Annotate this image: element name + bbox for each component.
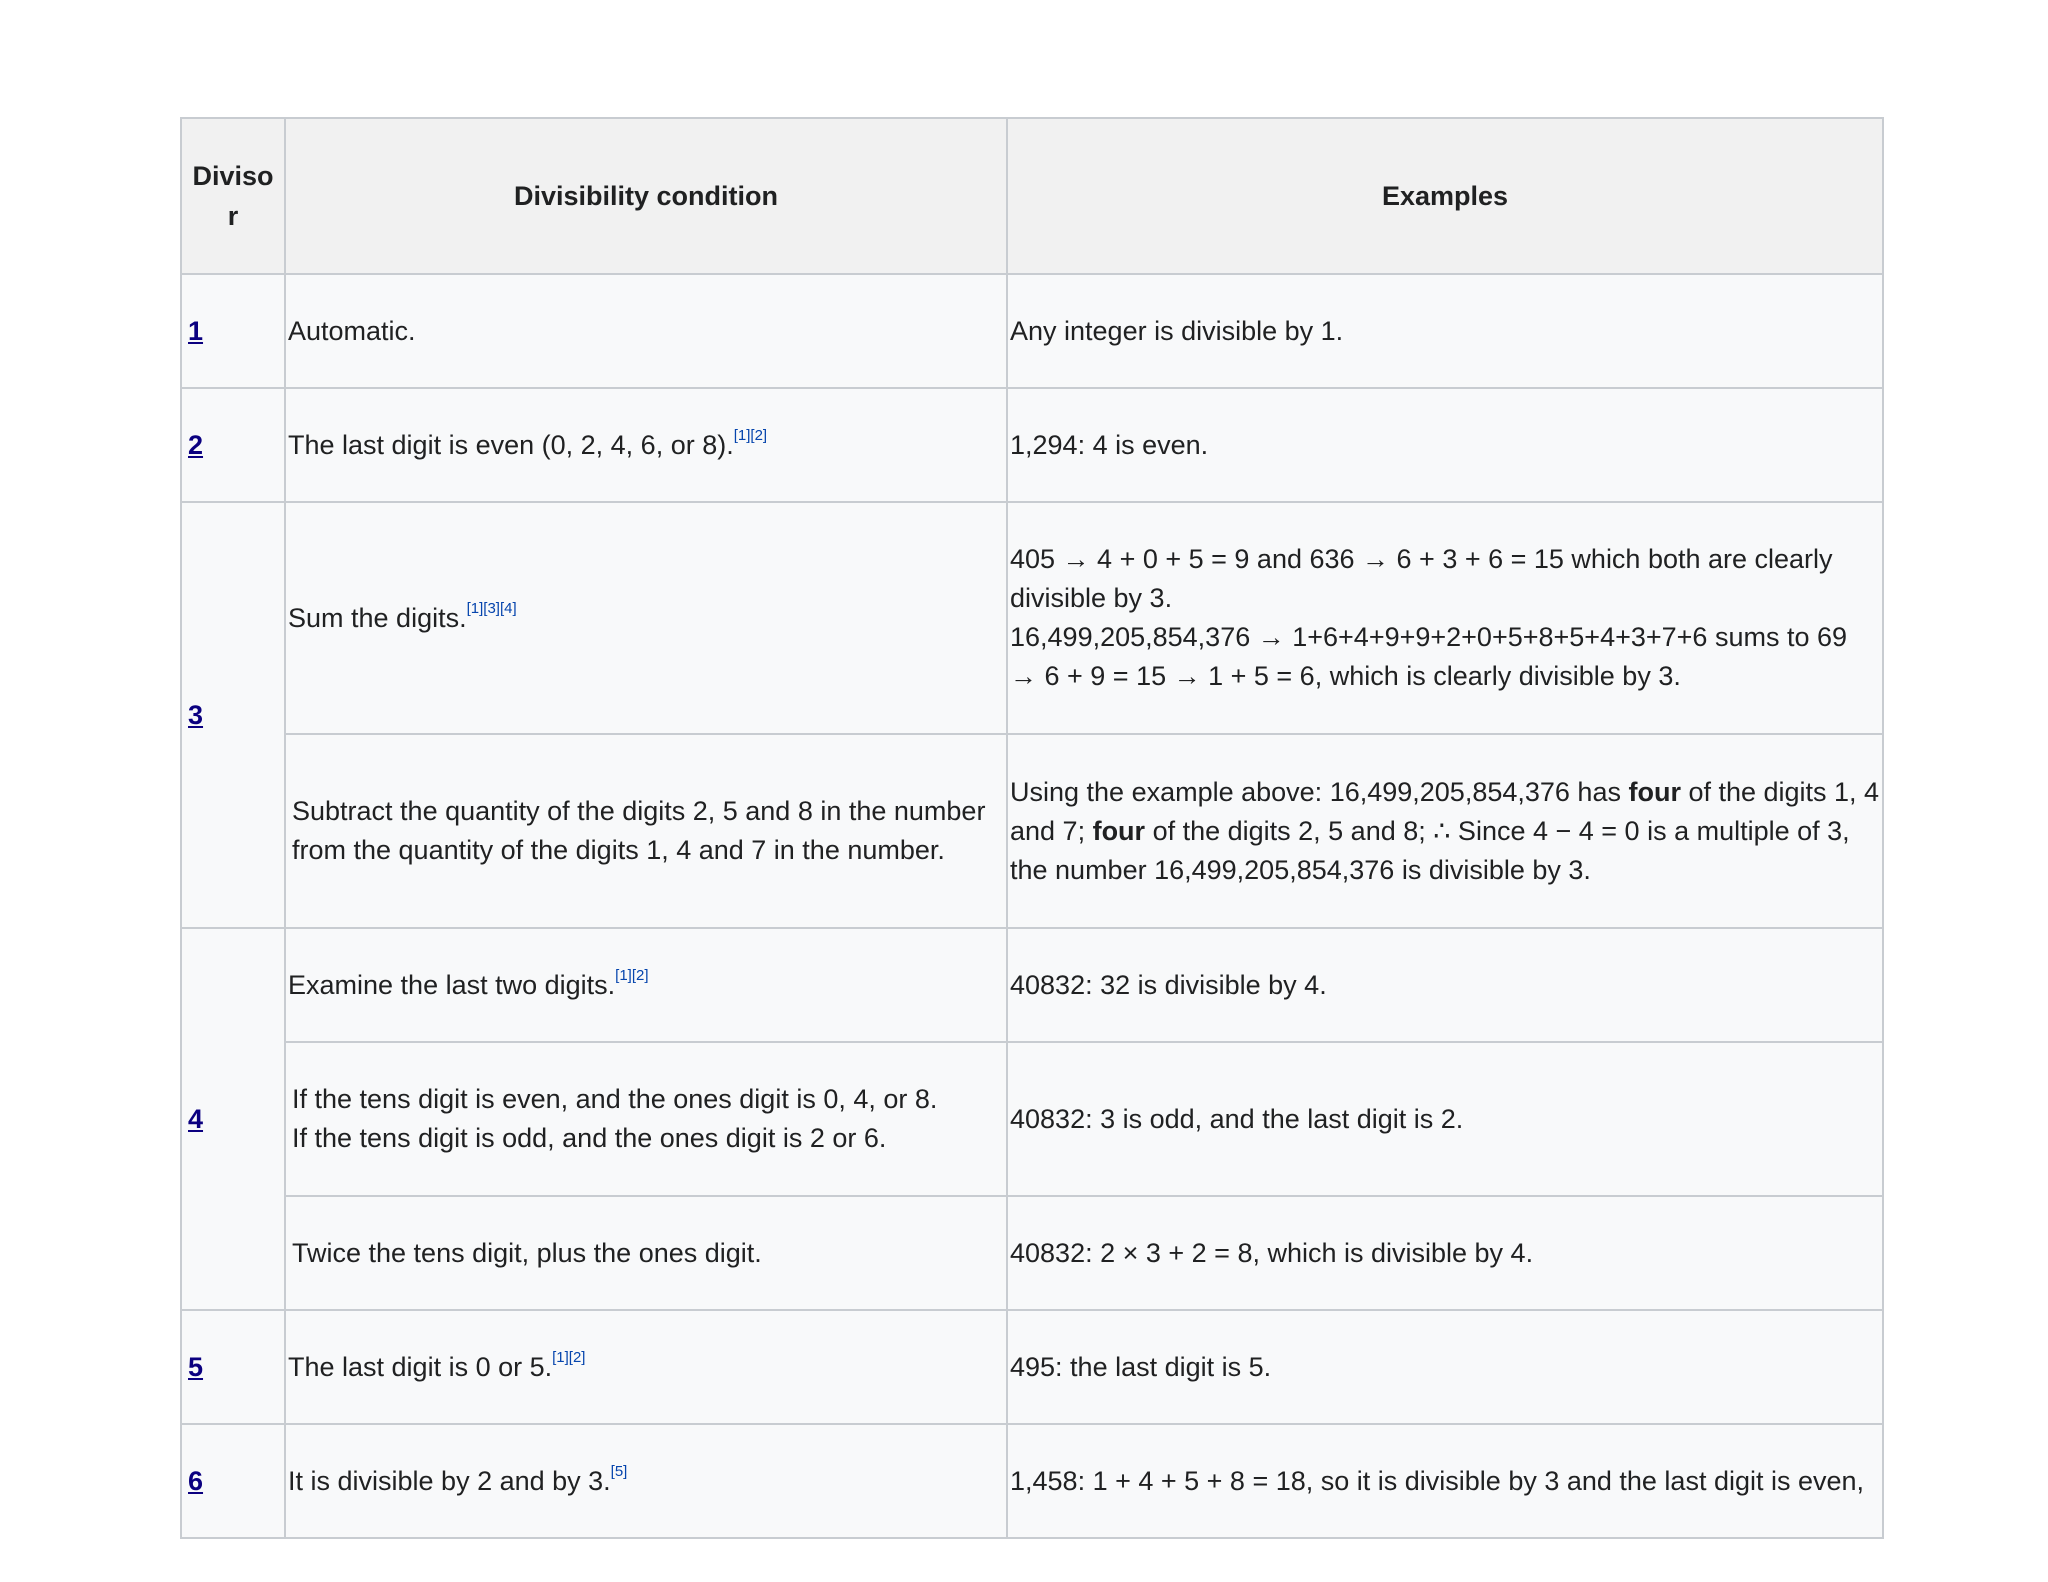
condition-cell: [285, 1196, 1007, 1310]
citation-refs[interactable]: [1][2]: [733, 426, 768, 444]
citation-refs[interactable]: [1][3][4]: [466, 599, 517, 617]
table-row: [181, 734, 1883, 928]
divisor-link-3[interactable]: 3: [188, 699, 204, 730]
divisor-cell: [181, 1310, 285, 1424]
condition-text: Automatic.: [288, 315, 416, 346]
condition-cell: [285, 388, 1007, 502]
example-text: 40832: 2 × 3 + 2 = 8, which is divisible by 4.: [1010, 1237, 1534, 1268]
divisibility-rules-table: [180, 117, 1884, 1539]
condition-text: The last digit is even (0, 2, 4, 6, or 8).: [288, 429, 734, 460]
table-row: [181, 388, 1883, 502]
example-cell: [1007, 734, 1883, 928]
divisor-cell: [181, 928, 285, 1310]
table-row: [181, 1424, 1883, 1538]
divisor-cell: [181, 502, 285, 928]
example-cell: [1007, 1424, 1883, 1538]
table-header-row: [181, 118, 1883, 274]
condition-line: If the tens digit is even, and the ones digit is 0, 4, or 8.: [292, 1084, 938, 1114]
example-cell: [1007, 1310, 1883, 1424]
condition-cell: [285, 274, 1007, 388]
example-bold-text: four: [1092, 815, 1146, 846]
divisor-link-4[interactable]: 4: [188, 1103, 204, 1134]
example-text-part: Using the example above: 16,499,205,854,376 has: [1010, 776, 1629, 807]
example-cell: [1007, 388, 1883, 502]
example-cell: [1007, 928, 1883, 1042]
divisor-cell: [181, 388, 285, 502]
table-row: [181, 1310, 1883, 1424]
table-row: [181, 1042, 1883, 1196]
example-line: 405 → 4 + 0 + 5 = 9 and 636 → 6 + 3 + 6 = 15 which both are clearly divisible by 3.: [1010, 544, 1833, 613]
header-divisor[interactable]: Divisor: [181, 118, 285, 274]
example-line: 16,499,205,854,376 → 1+6+4+9+9+2+0+5+8+5+4+3+7+6 sums to 69 → 6 + 9 = 15 → 1 + 5 = 6, which is clearly divisible by 3.: [1010, 622, 1847, 691]
condition-line: If the tens digit is odd, and the ones digit is 2 or 6.: [292, 1123, 887, 1153]
divisor-link-2[interactable]: 2: [188, 429, 204, 460]
example-cell: [1007, 1196, 1883, 1310]
example-cell: [1007, 274, 1883, 388]
condition-cell: [285, 1042, 1007, 1196]
citation-refs[interactable]: [5]: [610, 1462, 628, 1480]
condition-cell: [285, 502, 1007, 734]
table-row: [181, 928, 1883, 1042]
table-row: [181, 274, 1883, 388]
condition-text: Sum the digits.: [288, 602, 467, 633]
divisor-link-1[interactable]: 1: [188, 315, 204, 346]
example-text: 1,294: 4 is even.: [1010, 429, 1209, 460]
example-cell: [1007, 1042, 1883, 1196]
condition-cell: [285, 1424, 1007, 1538]
example-bold-text: four: [1628, 776, 1681, 807]
citation-refs[interactable]: [1][2]: [615, 966, 649, 984]
condition-text: It is divisible by 2 and by 3.: [288, 1465, 611, 1496]
condition-text: Examine the last two digits.: [288, 969, 616, 1000]
example-text: 40832: 3 is odd, and the last digit is 2.: [1010, 1103, 1464, 1134]
example-text-part: of the digits 1, 4 and 7;: [1010, 776, 1880, 846]
condition-text: The last digit is 0 or 5.: [288, 1351, 553, 1382]
example-text: 1,458: 1 + 4 + 5 + 8 = 18, so it is divisible by 3 and the last digit is even,: [1010, 1465, 1865, 1496]
divisor-cell: [181, 274, 285, 388]
condition-text: Subtract the quantity of the digits 2, 5 and 8 in the number from the quantity of the digits 1, 4 and 7 in the number.: [292, 796, 986, 865]
example-text: 495: the last digit is 5.: [1010, 1351, 1272, 1382]
example-text: 40832: 32 is divisible by 4.: [1010, 969, 1327, 1000]
divisor-link-6[interactable]: 6: [188, 1465, 204, 1496]
header-examples[interactable]: Examples: [1007, 118, 1883, 274]
condition-text: Twice the tens digit, plus the ones digit.: [292, 1237, 762, 1268]
example-cell: [1007, 502, 1883, 734]
condition-cell: [285, 734, 1007, 928]
citation-refs[interactable]: [1][2]: [552, 1348, 586, 1366]
divisor-cell: [181, 1424, 285, 1538]
table-row: [181, 1196, 1883, 1310]
header-divisibility-condition[interactable]: Divisibility condition: [285, 118, 1007, 274]
example-text: Any integer is divisible by 1.: [1010, 315, 1344, 346]
table-row: [181, 502, 1883, 734]
example-text-part: of the digits 2, 5 and 8; ∴ Since 4 − 4 = 0 is a multiple of 3, the number 16,499,205,854,376 is divisible by 3.: [1010, 815, 1850, 885]
condition-cell: [285, 928, 1007, 1042]
divisor-link-5[interactable]: 5: [188, 1351, 204, 1382]
condition-cell: [285, 1310, 1007, 1424]
